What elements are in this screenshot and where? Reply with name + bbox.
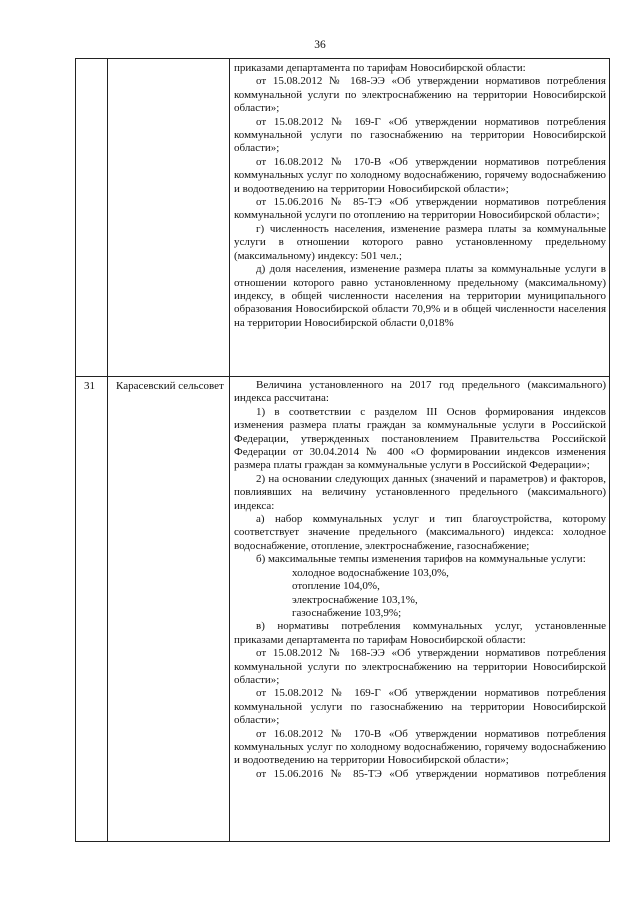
previous-row-text [234,62,606,330]
paragraph: от 15.08.2012 № 169-Г «Об утверждении нормативов потребления коммунальной услуги по газоснабжению на территории Новосибирской области»; [234,115,606,155]
paragraph: в) нормативы потребления коммунальных услуг, установленные приказами департамента по тарифам Новосибирской области: [234,620,606,646]
paragraph: 1) в соответствии с разделом III Основ формирования индексов изменения размера платы граждан за коммунальные услуги в Российской Федерации, утвержденных постановлением Правительства Российской Федерации от 30.04.2014 № 400 «О формировании индексов изменения размера платы граждан за коммунальные услуги в Российской Федерации»; [234,405,606,472]
paragraph: от 15.08.2012 № 168-ЭЭ «Об утверждении нормативов потребления коммунальной услуги по электроснабжению на территории Новосибирской области»; [234,75,606,115]
paragraph: электроснабжение 103,1%, [292,593,418,606]
paragraph: 2) на основании следующих данных (значений и параметров) и факторов, повлиявших на величину установленного предельного (максимального) индекса: [234,472,606,512]
paragraph: г) численность населения, изменение размера платы за коммунальные услуги в отношении которого равно установленному предельному (максимальному) индексу: 501 чел.; [234,222,606,262]
paragraph: от 15.06.2016 № 85-ТЭ «Об утверждении нормативов потребления [256,767,606,780]
row-divider [76,376,609,377]
paragraph: холодное водоснабжение 103,0%, [292,566,449,579]
column-divider [229,59,230,841]
tariff-table [75,58,610,842]
row-31-text [234,379,606,781]
page-number: 36 [314,39,326,51]
paragraph: отопление 104,0%, [292,580,380,593]
paragraph: от 16.08.2012 № 170-В «Об утверждении нормативов потребления коммунальных услуг по холодному водоснабжению, горячему водоснабжению и водоотведению на территории Новосибирской области»; [234,155,606,195]
paragraph: б) максимальные темпы изменения тарифов на коммунальные услуги: [256,553,586,566]
paragraph: д) доля населения, изменение размера платы за коммунальные услуги в отношении которого равно установленному предельному (максимальному) индексу, в общей численности населения на территории муниципального образования Новосибирской области 70,9% и в общей численности населения на территории Новосибирской области 0,018% [234,263,606,329]
municipality-name: Карасевский сельсовет [116,380,224,392]
column-divider [107,59,108,841]
paragraph: газоснабжение 103,9%; [292,606,402,619]
paragraph: приказами департамента по тарифам Новосибирской области: [234,62,526,74]
paragraph: от 15.08.2012 № 169-Г «Об утверждении нормативов потребления коммунальной услуги по газоснабжению на территории Новосибирской области»; [234,687,606,727]
paragraph: от 15.06.2016 № 85-ТЭ «Об утверждении нормативов потребления коммунальной услуги по отоплению на территории Новосибирской области»; [234,196,606,222]
paragraph: а) набор коммунальных услуг и тип благоустройства, которому соответствует значение предельного (максимального) индекса: холодное водоснабжение, отопление, электроснабжение, газоснабжение; [234,513,606,552]
paragraph: от 16.08.2012 № 170-В «Об утверждении нормативов потребления коммунальных услуг по холодному водоснабжению, горячему водоснабжению и водоотведению на территории Новосибирской области»; [234,727,606,767]
paragraph: Величина установленного на 2017 год предельного (максимального) индекса рассчитана: [234,379,606,405]
row-number: 31 [84,380,95,392]
paragraph: от 15.08.2012 № 168-ЭЭ «Об утверждении нормативов потребления коммунальной услуги по электроснабжению на территории Новосибирской области»; [234,647,606,686]
